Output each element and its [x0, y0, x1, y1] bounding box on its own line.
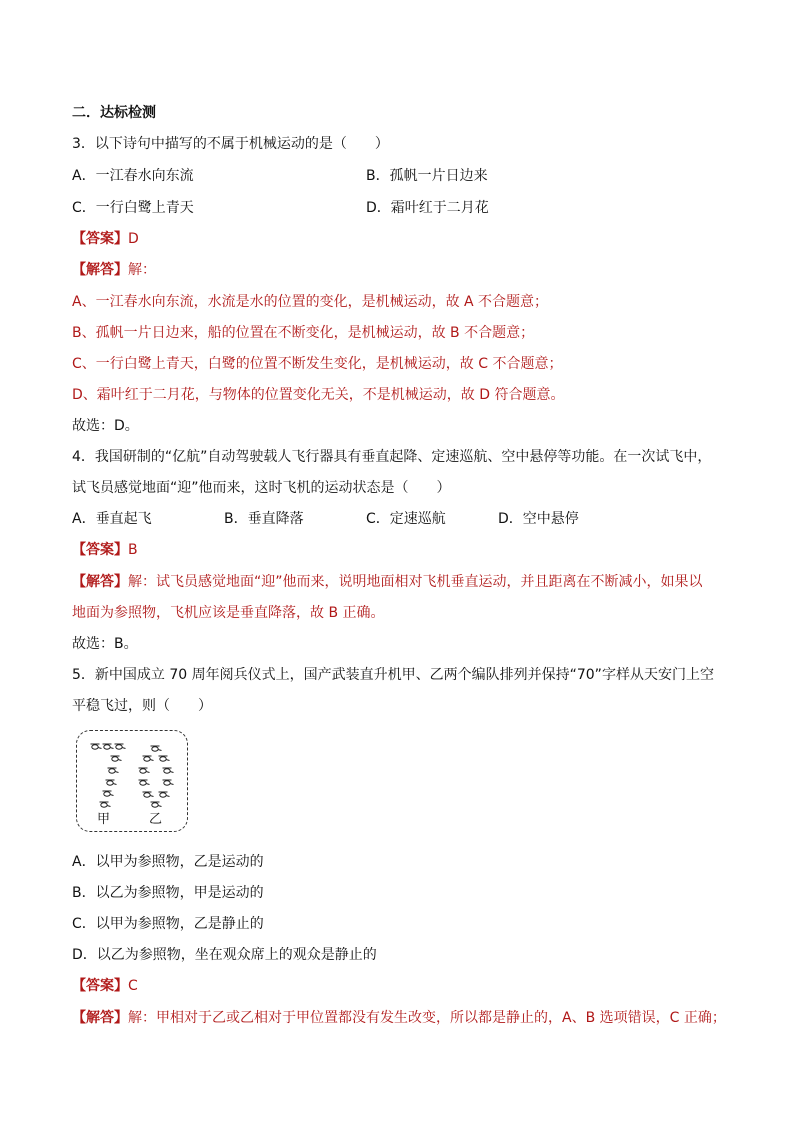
q4-option-c: C．定速巡航 [366, 511, 446, 527]
figure-label-yi: 乙 [149, 812, 163, 827]
q4-analysis-line-2: 地面为参照物，飞机应该是垂直降落，故 B 正确。 [72, 605, 385, 621]
analysis-tag: 【解答】 [72, 262, 128, 278]
q5-stem-line-2: 平稳飞过，则（ ） [72, 698, 212, 714]
helicopter-icon [151, 746, 162, 751]
helicopter-formation [77, 731, 189, 833]
q5-answer [72, 977, 138, 995]
analysis-text: 解：试飞员感觉地面“迎”他而来，说明地面相对飞机垂直运动，并且距离在不断减小，如果以 [128, 574, 703, 590]
helicopter-icon [139, 780, 150, 785]
q3-analysis-line: C、一行白鹭上青天，白鹭的位置不断发生变化，是机械运动，故 C 不合题意； [72, 356, 563, 372]
q3-option-c: C．一行白鹭上青天 [72, 200, 194, 216]
q4-answer [72, 541, 138, 559]
helicopter-icon [100, 802, 111, 807]
answer-value: B [128, 542, 138, 558]
helicopter-icon [159, 792, 170, 797]
helicopter-icon [163, 780, 174, 785]
analysis-text: 解：甲相对于乙或乙相对于甲位置都没有发生改变，所以都是静止的，A、B 选项错误，C 正确； [128, 1010, 726, 1026]
q5-option-c: C．以甲为参照物，乙是静止的 [72, 916, 264, 932]
q4-conclusion: 故选：B。 [72, 636, 138, 652]
section-title: 二．达标检测 [72, 105, 156, 121]
q4-option-b: B．垂直降落 [224, 511, 304, 527]
answer-tag: 【答案】 [72, 542, 128, 558]
q3-option-a: A．一江春水向东流 [72, 168, 194, 184]
q4-option-d: D．空中悬停 [498, 511, 579, 527]
q3-conclusion: 故选：D。 [72, 418, 139, 434]
q3-option-b: B．孤帆一片日边来 [366, 168, 488, 184]
helicopter-icon [143, 792, 154, 797]
helicopter-icon [139, 768, 150, 773]
q3-analysis-line: D、霜叶红于二月花，与物体的位置变化无关，不是机械运动，故 D 符合题意。 [72, 387, 565, 403]
q3-option-d: D．霜叶红于二月花 [366, 200, 489, 216]
q5-option-d: D．以乙为参照物，坐在观众席上的观众是静止的 [72, 947, 377, 963]
q4-stem-line-2: 试飞员感觉地面“迎”他而来，这时飞机的运动状态是（ ） [72, 480, 451, 496]
helicopter-icon [151, 802, 162, 807]
q4-analysis-line-1 [72, 573, 703, 591]
analysis-tag: 【解答】 [72, 574, 128, 590]
figure-label-jia: 甲 [97, 812, 111, 827]
q4-stem-line-1: 4．我国研制的“亿航”自动驾驶载人飞行器具有垂直起降、定速巡航、空中悬停等功能。在一次试飞中， [72, 449, 712, 465]
helicopter-icon [115, 744, 126, 749]
helicopter-icon [103, 791, 114, 796]
answer-value: C [128, 978, 138, 994]
helicopter-icon [103, 744, 114, 749]
q4-option-a: A．垂直起飞 [72, 511, 152, 527]
q5-option-b: B．以乙为参照物，甲是运动的 [72, 885, 264, 901]
answer-tag: 【答案】 [72, 978, 128, 994]
helicopter-icon [106, 780, 117, 785]
q3-answer [72, 230, 139, 248]
formation-figure [76, 730, 188, 832]
analysis-tag: 【解答】 [72, 1010, 128, 1026]
helicopter-icon [143, 756, 154, 761]
q5-analysis-line-1 [72, 1009, 726, 1027]
analysis-intro: 解： [128, 262, 156, 278]
q3-analysis-line: B、孤帆一片日边来，船的位置在不断变化，是机械运动，故 B 不合题意； [72, 325, 535, 341]
helicopter-icon [163, 768, 174, 773]
answer-tag: 【答案】 [72, 231, 128, 247]
q5-option-a: A．以甲为参照物，乙是运动的 [72, 854, 264, 870]
helicopter-icon [108, 768, 119, 773]
helicopter-icon [91, 744, 102, 749]
answer-value: D [128, 231, 139, 247]
helicopter-icon [159, 756, 170, 761]
q3-analysis-header [72, 261, 156, 279]
q3-stem: 3．以下诗句中描写的不属于机械运动的是（ ） [72, 136, 389, 152]
helicopter-icon [111, 756, 122, 761]
q5-stem-line-1: 5．新中国成立 70 周年阅兵仪式上，国产武装直升机甲、乙两个编队排列并保持“70”字样从天安门上空 [72, 667, 714, 683]
q3-analysis-line: A、一江春水向东流，水流是水的位置的变化，是机械运动，故 A 不合题意； [72, 294, 549, 310]
